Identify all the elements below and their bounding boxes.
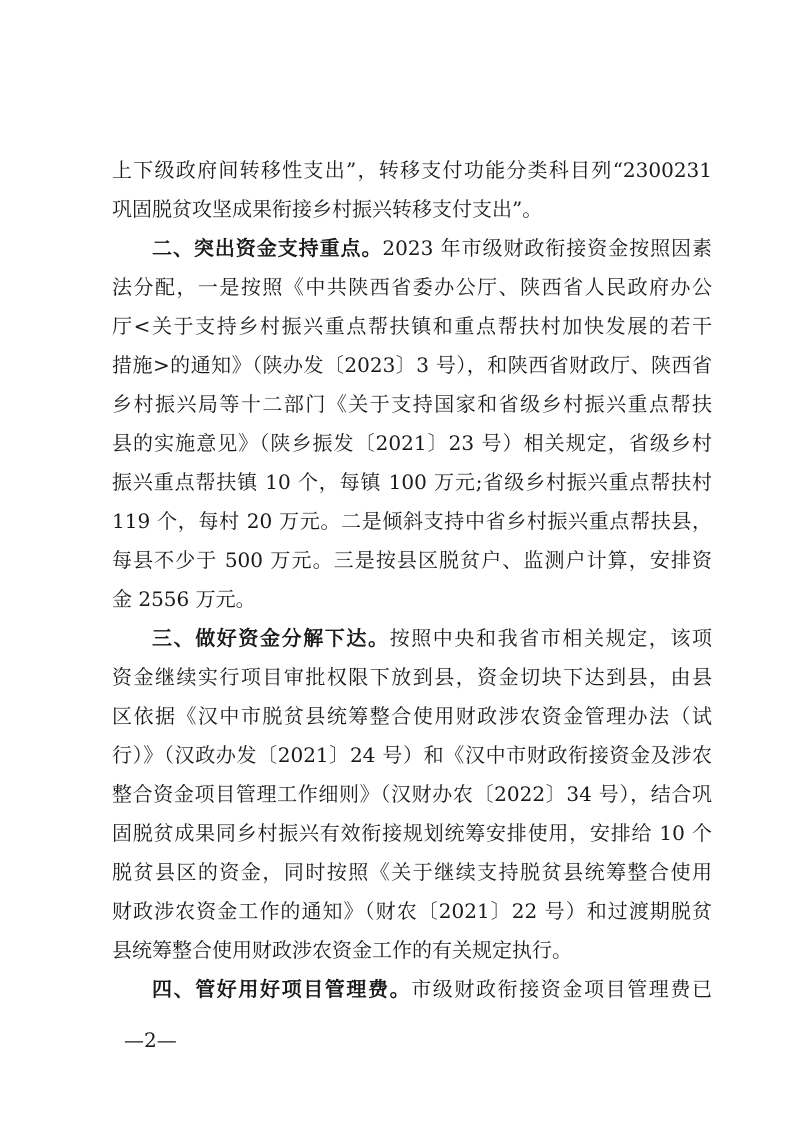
section-heading-2: 二、突出资金支持重点。: [152, 236, 383, 260]
paragraph-2-line-7: 振兴重点帮扶镇 10 个，每镇 100 万元;省级乡村振兴重点帮扶村: [112, 470, 712, 494]
paragraph-3-line-1: [152, 626, 712, 650]
paragraph-2-line-10: 金 2556 万元。: [112, 587, 256, 611]
paragraph-3-line-4: 行）》（汉政办发〔2021〕24 号）和《汉中市财政衔接资金及涉农: [112, 743, 712, 767]
paragraph-4-line-1: [152, 977, 712, 1001]
paragraph-2-line-6: 县的实施意见》（陕乡振发〔2021〕23 号）相关规定，省级乡村: [112, 431, 712, 455]
page-number: —2—: [124, 1028, 177, 1052]
paragraph-2-line-4: 措施>的通知》（陕办发〔2023〕3 号），和陕西省财政厅、陕西省: [112, 353, 712, 377]
paragraph-2-line-1-text: 2023 年市级财政衔接资金按照因素: [382, 236, 712, 260]
paragraph-3-line-9: 县统筹整合使用财政涉农资金工作的有关规定执行。: [112, 938, 572, 962]
paragraph-2-line-5: 乡村振兴局等十二部门《关于支持国家和省级乡村振兴重点帮扶: [112, 392, 712, 416]
paragraph-2-line-3: 厅<关于支持乡村振兴重点帮扶镇和重点帮扶村加快发展的若干: [112, 314, 712, 338]
paragraph-3-line-5: 整合资金项目管理工作细则》（汉财办农〔2022〕34 号），结合巩: [112, 782, 712, 806]
paragraph-3-line-2: 资金继续实行项目审批权限下放到县，资金切块下达到县，由县: [112, 665, 712, 689]
paragraph-3-line-8: 财政涉农资金工作的通知》（财农〔2021〕22 号）和过渡期脱贫: [112, 899, 712, 923]
section-heading-4: 四、管好用好项目管理费。: [152, 977, 412, 1001]
paragraph-1-line-1: 上下级政府间转移性支出”，转移支付功能分类科目列“2300231: [112, 158, 712, 182]
paragraph-4-line-1-text: 市级财政衔接资金项目管理费已: [411, 977, 713, 1001]
paragraph-3-line-6: 固脱贫成果同乡村振兴有效衔接规划统筹安排使用，安排给 10 个: [112, 821, 712, 845]
paragraph-2-line-9: 每县不少于 500 万元。三是按县区脱贫户、监测户计算，安排资: [112, 548, 712, 572]
paragraph-1-line-2: 巩固脱贫攻坚成果衔接乡村振兴转移支付支出”。: [112, 197, 543, 221]
paragraph-2-line-8: 119 个，每村 20 万元。二是倾斜支持中省乡村振兴重点帮扶县，: [112, 509, 712, 533]
paragraph-2-line-2: 法分配，一是按照《中共陕西省委办公厅、陕西省人民政府办公: [112, 275, 712, 299]
section-heading-3: 三、做好资金分解下达。: [152, 626, 390, 650]
paragraph-3-line-1-text: 按照中央和我省市相关规定，该项: [389, 626, 713, 650]
paragraph-2-line-1: [152, 236, 712, 260]
paragraph-3-line-7: 脱贫县区的资金，同时按照《关于继续支持脱贫县统筹整合使用: [112, 860, 712, 884]
paragraph-3-line-3: 区依据《汉中市脱贫县统筹整合使用财政涉农资金管理办法（试: [112, 704, 712, 728]
